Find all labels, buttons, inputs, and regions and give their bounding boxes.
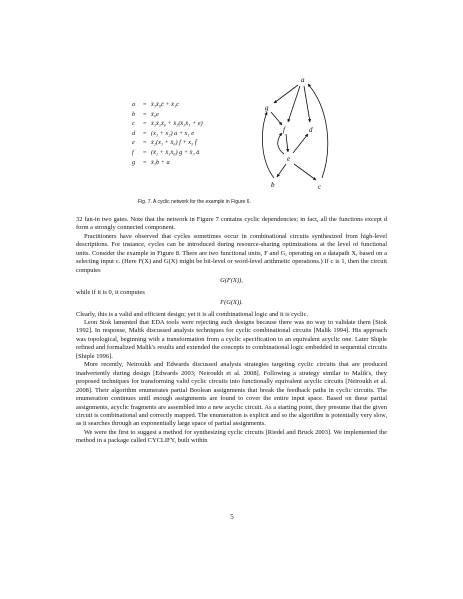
- node-b: b: [271, 181, 275, 189]
- equation-row: c = x̄₃x̄₂x̄₀ + x̄₂(x̄₃x̄₁ + e): [132, 120, 203, 128]
- display-equation: G(F(X)),: [220, 277, 243, 285]
- paragraph: More recently, Neiroukh and Edwards discussed analysis strategies targeting cyclic circuits that are produced inadvertently during design [Edwards 2003; Neiroukh et al. 2008]. Following a strategy similar to Malik's, they proposed techniques for transforming valid cyclic circuits into functionally equivalent acyclic circuits [Neiroukh et al. 2008]. Their algorithm enumerates partial Boolean assignments that break the feedback paths in cyclic circuits. The enumeration continues until enough assignments are found to cover the entire input space. Based on these partial assignments, acyclic fragments are assembled into a new acyclic circuit. As a starting point, they presume that the given circuit is combinational and correctly mapped. The enumeration is explicit and so the algorithm is potentially very slow, as it searches through an exponentially large space of partial assignments.: [76, 361, 387, 428]
- edge-b-g: [262, 112, 274, 178]
- cyclic-network-diagram: [250, 70, 330, 194]
- node-g: g: [265, 104, 269, 112]
- node-d: d: [309, 126, 313, 134]
- page-number: 5: [230, 513, 234, 521]
- node-f: f: [283, 126, 285, 134]
- paragraph: 32 fan-in two gates. Note that the network in Figure 7 contains cyclic dependencies; in fact, all the functions except d form a strongly connected component.: [76, 216, 387, 232]
- equation-row: d = (x₃ + x₂) a + x₁ e: [132, 129, 195, 137]
- display-equation: F(G(X)).: [220, 299, 243, 307]
- paragraph: Clearly, this is a valid and efficient design; yet it is all combinational logic and it is cyclic.: [76, 310, 309, 318]
- equation-row: b = x̄₀e: [132, 110, 159, 118]
- body-text: [76, 216, 387, 446]
- edge-a-g: [274, 85, 298, 103]
- paragraph: Leon Stok lamented that EDA tools were rejecting such designs because there was no way to validate them [Stok 1992]. In response, Malik discussed analysis techniques for cyclic combinational circuits [Malik 1994]. His approach was topological, beginning with a transformation from a cyclic specification to an equivalent acyclic one. Later Shiple refined and formalized Malik's results and extended the concepts to combinational logic embedded in sequential circuits [Shiple 1996].: [76, 318, 387, 360]
- node-e: e: [287, 155, 291, 163]
- node-a: a: [301, 76, 305, 84]
- node-c: c: [318, 183, 322, 191]
- edge-e-c: [294, 164, 316, 180]
- equation-row: e = x̄₂(x₁ + x̄₀) f + x₃ f̄: [132, 139, 197, 147]
- edge-f-e: [286, 134, 288, 152]
- edge-e-d: [293, 134, 308, 153]
- equation-row: g = x̄₃b + a: [132, 158, 170, 166]
- paragraph: We were the first to suggest a method for synthesizing cyclic circuits [Riedel and Bruck 2003]. We implemented the method in a package called CYCLIFY, built within: [76, 428, 387, 445]
- edge-a-d: [304, 86, 310, 122]
- equation-row: a = x̄₃x̄₀c̄ + x̄₁c: [132, 101, 179, 108]
- edge-g-f: [271, 112, 282, 125]
- equation-row: f = (x̄₂ + x̄₁x̄₀) g + x̄₃ ā: [132, 148, 200, 156]
- paragraph: Practitioners have observed that cycles sometimes occur in combinational circuits synthesized from high-level descriptions. For instance, cycles can be introduced during resource-sharing optimizations at the level of functional units. Consider the example in Figure 8. There are two functional units, F and G, operating on a datapath X, based on a selecting input c. (Here F(X) and G(X) might be bit-level or word-level arithmetic operations.) If c is 1, then the circuit computes: [76, 232, 387, 274]
- edge-e-f: [278, 133, 284, 154]
- equation-block: [132, 100, 203, 167]
- figure-caption: Fig. 7. A cyclic network for the example in Figure 6.: [138, 199, 251, 205]
- paragraph: while if it is 0, it computes: [76, 288, 145, 296]
- edge-e-b: [277, 164, 286, 177]
